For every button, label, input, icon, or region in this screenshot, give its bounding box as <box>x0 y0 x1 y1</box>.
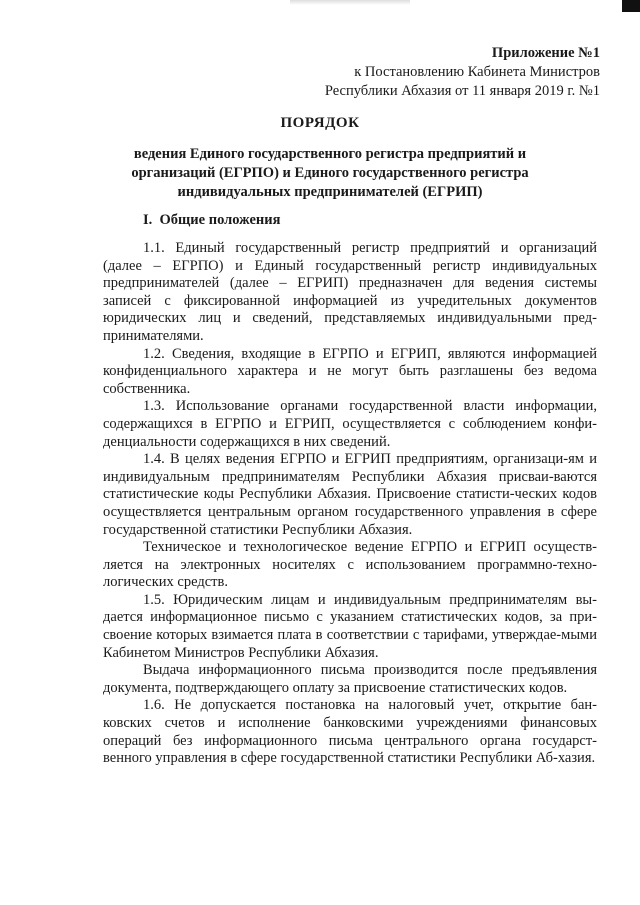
header-line-1: к Постановлению Кабинета Министров <box>354 64 600 80</box>
section-title: Общие положения <box>159 212 281 228</box>
paragraph-1-1: 1.1. Единый государственный регистр предприятий и организаций (далее – ЕГРПО) и Единый государственный регистр индивидуальных предпринимателей (далее – ЕГРИП) предназначен для ведения системы записей с фиксированной информацией из учредительных документов юридических лиц и сведений, представляемых индивидуальными пред-принимателями. <box>103 240 597 344</box>
section-number: I. <box>143 212 153 228</box>
paragraph-1-5: 1.5. Юридическим лицам и индивидуальным предпринимателям вы-дается информационное письмо с указанием статистических кодов, за при-своение которых взимается плата в соответствии с тарифами, утверждае-мыми Кабинетом Министров Республики Абхазия. <box>103 591 597 661</box>
scan-edge-mark <box>622 0 640 12</box>
paragraph-issuance: Выдача информационного письма производится после предъявления документа, подтверждающего оплату за присвоение статистических кодов. <box>103 662 597 696</box>
appendix-label: Приложение №1 <box>491 45 600 61</box>
header-line-2: Республики Абхазия от 11 января 2019 г. №1 <box>324 83 600 99</box>
scan-smudge <box>290 0 410 5</box>
paragraph-technical: Техническое и технологическое ведение ЕГРПО и ЕГРИП осуществ-ляется на электронных носителях с использованием программно-техно-логических средств. <box>103 539 597 591</box>
body-text <box>103 240 597 768</box>
document-subtitle: ведения Единого государственного регистра предприятий и организаций (ЕГРПО) и Единого государственного регистра индивидуальных предпринимателей (ЕГРИП) <box>131 146 529 200</box>
paragraph-1-6: 1.6. Не допускается постановка на налоговый учет, открытие бан-ковских счетов и исполнение банковскими учреждениями финансовых операций без информационного письма центрального органа государст-венного управления в сфере государственной статистики Республики Аб-хазия. <box>103 697 597 767</box>
document-header <box>180 44 600 101</box>
paragraph-1-2: 1.2. Сведения, входящие в ЕГРПО и ЕГРИП, являются информацией конфиденциального характера и не могут быть разглашены без ведома собственника. <box>103 345 597 397</box>
document-title: ПОРЯДОК <box>280 115 360 131</box>
section-heading <box>143 212 280 229</box>
paragraph-1-4: 1.4. В целях ведения ЕГРПО и ЕГРИП предприятиям, организаци-ям и индивидуальным предпринимателям Республики Абхазия присваи-ваются статистические коды Республики Абхазия. Присвоение статисти-ческих кодов осуществляется центральным органом государственного управления в сфере государственной статистики Республики Абхазия. <box>103 451 597 538</box>
paragraph-1-3: 1.3. Использование органами государственной власти информации, содержащихся в ЕГРПО и ЕГРИП, осуществляется с соблюдением конфи-денциальности содержащихся в них сведений. <box>103 398 597 450</box>
